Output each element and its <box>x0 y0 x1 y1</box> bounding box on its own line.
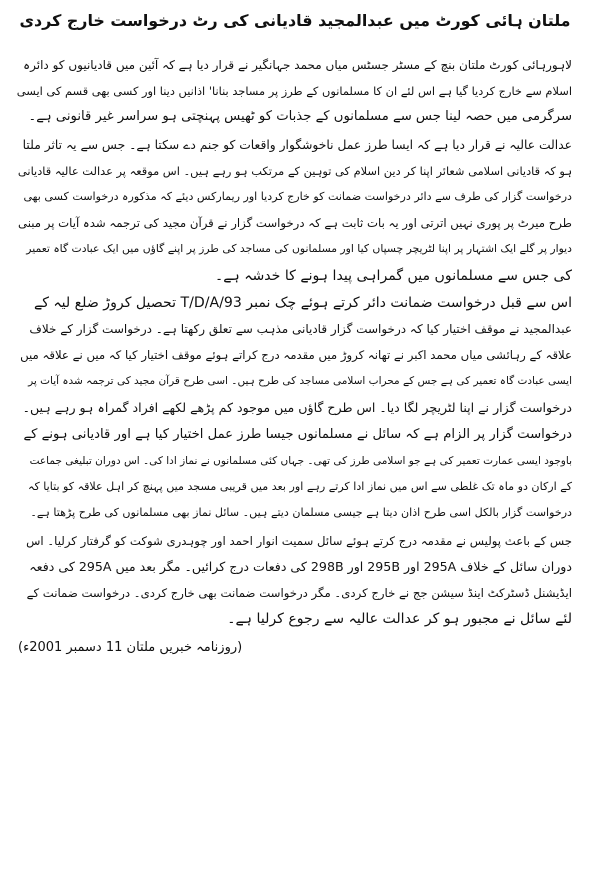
paragraph-line: ہو کہ قادیانی اسلامی شعائر اپنا کر دین اسلام کی توہین کے مرتکب ہو رہے ہیں۔ اس موقعہ پر عدالت عالیہ قادیانی <box>17 163 572 178</box>
paragraph-line: جس کے باعث پولیس نے مقدمہ درج کرتے ہوئے سائل سمیت انوار احمد اور چوہدری شوکت کو گرفتار کرلیا۔ اس <box>26 533 572 548</box>
paragraph-line: ایسی عبادت گاہ تعمیر کی ہے جس کے محراب اسلامی مساجد کی طرح ہیں۔ اسی طرح قرآن مجید کی ترجمہ شدہ آیات پر <box>28 375 572 388</box>
paragraph-line: لئے سائل نے مجبور ہو کر عدالت عالیہ سے رجوع کرلیا ہے۔ <box>227 611 572 628</box>
paragraph-line: دوران سائل کے خلاف 295A اور 295B اور 298B کی دفعات درج کرائیں۔ مگر بعد میں 295A کی دفعہ <box>29 558 572 574</box>
paragraph-line: درخواست گزار کی طرف سے دائر درخواست ضمانت کو خارج کردیا اور ریمارکس دیئے کہ مذکورہ درخواست کسی بھی <box>23 190 572 204</box>
paragraph-2 <box>18 132 572 289</box>
paragraph-line: علاقہ کے رہائشی میاں محمد اکبر نے تھانہ کروڑ میں مقدمہ درج کراتے ہوئے موقف اختیار کیا کہ میں نے علاقہ میں <box>20 348 572 363</box>
paragraph-line: درخواست گزار بالکل اسی طرح اذان دیتا ہے جیسی مسلمان دیتے ہیں۔ سائل نماز بھی مسلمانوں کی طرح پڑھتا ہے۔ <box>30 506 572 520</box>
paragraph-line: عبدالمجید نے موقف اختیار کیا کہ درخواست گزار قادیانی مذہب سے تعلق رکھتا ہے۔ درخواست گزار کے خلاف <box>29 322 572 337</box>
paragraph-line: ایڈیشنل ڈسٹرکٹ اینڈ سیشن جج نے خارج کردی۔ مگر درخواست ضمانت بھی خارج کردی۔ درخواست ضمانت کے <box>26 586 572 601</box>
paragraph-line: باوجود ایسی عمارت تعمیر کی ہے جو اسلامی طرز کی تھی۔ جہاں کئی مسلمانوں نے نماز ادا کی۔ اس دوران تبلیغی جماعت <box>29 455 572 468</box>
paragraph-4 <box>18 422 572 527</box>
paragraph-line: درخواست گزار نے اپنا لٹریچر لگا دیا۔ اس طرح گاؤں میں موجود کم پڑھے لکھے افراد گمراہ ہو رہے ہیں۔ <box>22 399 572 415</box>
headline: ملتان ہائی کورٹ میں عبدالمجید قادیانی کی رٹ درخواست خارج کردی <box>19 11 571 30</box>
paragraph-line: اسلام سے خارج کردیا گیا ہے اس لئے ان کا مسلمانوں کے طرز پر مساجد بنانا' اذانیں دینا اور کسی بھی قسم کی ایسی <box>16 84 572 99</box>
paragraph-line: اس سے قبل درخواست ضمانت دائر کرتے ہوئے چک نمبر 93/T/D/A تحصیل کروڑ ضلع لیہ کے <box>33 294 572 311</box>
paragraph-line: درخواست گزار پر الزام ہے کہ سائل نے مسلمانوں جیسا طرز عمل اختیار کیا ہے اور قادیانی ہونے کے <box>23 426 572 442</box>
paragraph-1 <box>18 52 572 131</box>
source-citation: (روزنامہ خبریں ملتان 11 دسمبر 2001ء) <box>18 640 243 656</box>
paragraph-line: عدالت عالیہ نے قرار دیا ہے کہ ایسا طرز عمل ناخوشگوار واقعات کو جنم دے سکتا ہے۔ جس سے یہ تاثر ملتا <box>22 137 572 152</box>
paragraph-line: طرح میرٹ پر پوری نہیں اترتی اور یہ بات ثابت ہے کہ درخواست گزار نے قرآن مجید کی ترجمہ شدہ آیات پر مبنی <box>17 216 572 231</box>
paragraph-line: سرگرمی میں حصہ لینا جس سے مسلمانوں کے جذبات کو ٹھیس پہنچتی ہو سراسر غیر قانونی ہے۔ <box>28 109 572 125</box>
paragraph-line: کی جس سے مسلمانوں میں گمراہی پیدا ہونے کا خدشہ ہے۔ <box>214 267 572 284</box>
paragraph-line: کے ارکان دو ماہ تک غلطی سے اس میں نماز ادا کرتے رہے اور بعد میں قریبی مسجد میں پہنچ کر اہل علاقہ کو بتایا کہ <box>27 480 572 494</box>
paragraph-5 <box>18 528 572 633</box>
paragraph-line: لاہورہائی کورٹ ملتان بنچ کے مسٹر جسٹس میاں محمد جہانگیر نے قرار دیا ہے کہ آئین میں قادیانیوں کو دائرہ <box>23 58 572 72</box>
paragraph-line: دیوار پر گلے ایک اشتہار پر اپنا لٹریچر چسپاں کیا اور مسلمانوں کی مساجد کی طرز پر اپنے گاؤں میں ایک عبادت گاہ تعمیر <box>26 242 572 256</box>
paragraph-3 <box>18 290 572 421</box>
